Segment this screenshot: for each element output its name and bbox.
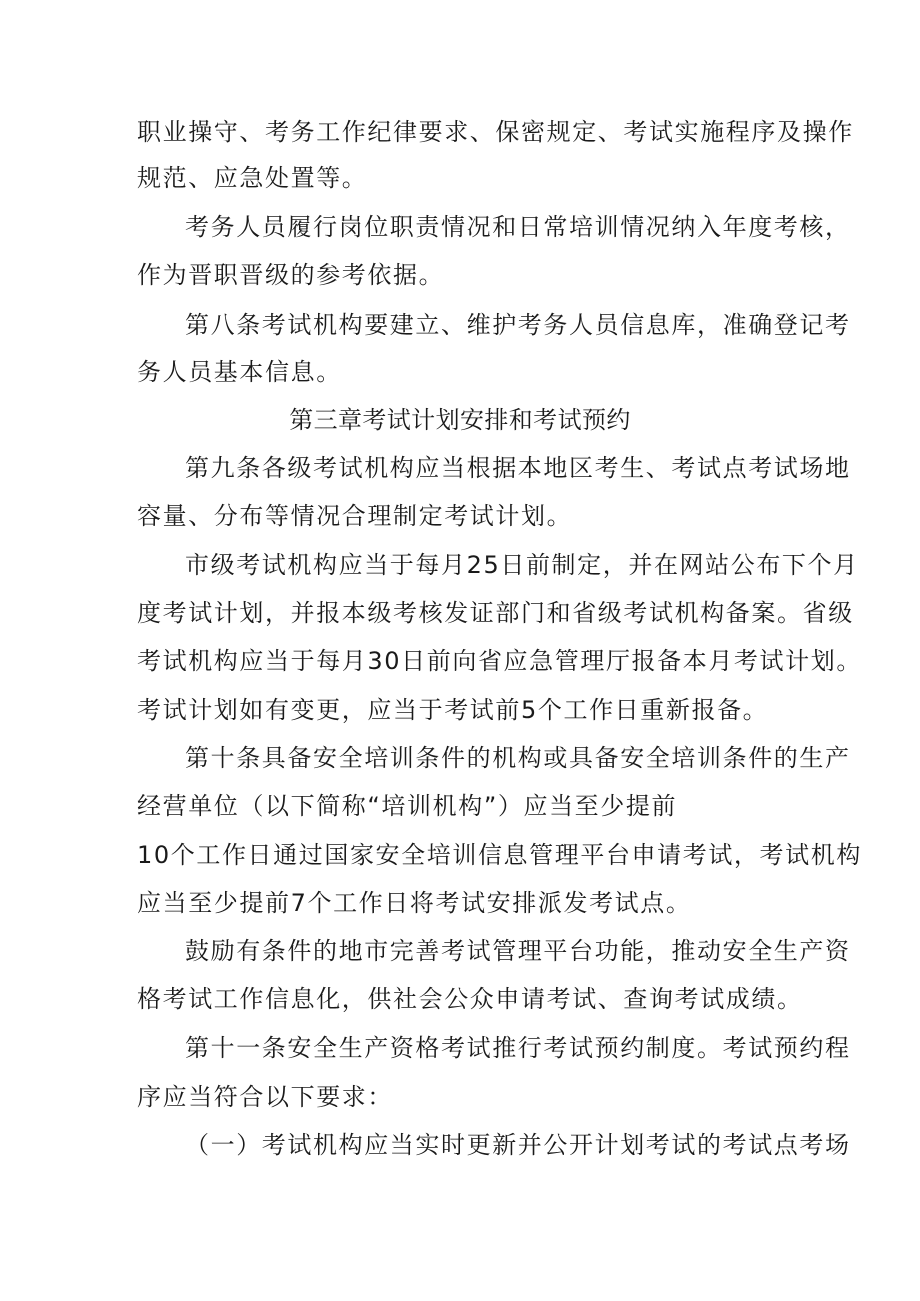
text-line: 第十条具备安全培训条件的机构或具备安全培训条件的生产 <box>185 744 851 772</box>
text-line: 10个工作日通过国家安全培训信息管理平台申请考试，考试机构 <box>137 841 862 869</box>
text-line: 市级考试机构应当于每月25日前制定，并在网站公布下个月 <box>185 551 859 579</box>
text-line: 第九条各级考试机构应当根据本地区考生、考试点考试场地 <box>185 454 851 482</box>
text-line: 序应当符合以下要求： <box>137 1083 393 1111</box>
text-line: 考试计划如有变更，应当于考试前5个工作日重新报备。 <box>137 696 769 724</box>
text-line: 职业操守、考务工作纪律要求、保密规定、考试实施程序及操作 <box>137 118 854 146</box>
chapter-heading: 第三章考试计划安排和考试预约 <box>289 406 631 434</box>
text-line: 规范、应急处置等。 <box>137 164 368 192</box>
text-line: 应当至少提前7个工作日将考试安排派发考试点。 <box>137 889 692 917</box>
text-line: 作为晋职晋级的参考依据。 <box>137 261 445 289</box>
text-line: 第八条考试机构要建立、维护考务人员信息库，准确登记考 <box>185 311 851 339</box>
text-line: 考试机构应当于每月30日前向省应急管理厅报备本月考试计划。 <box>137 647 862 675</box>
text-line: 容量、分布等情况合理制定考试计划。 <box>137 502 573 530</box>
text-line: 务人员基本信息。 <box>137 358 342 386</box>
text-line: 格考试工作信息化，供社会公众申请考试、查询考试成绩。 <box>137 985 803 1013</box>
text-line: 度考试计划，并报本级考核发证部门和省级考试机构备案。省级 <box>137 599 854 627</box>
text-line: （一）考试机构应当实时更新并公开计划考试的考试点考场 <box>185 1131 851 1159</box>
text-line: 考务人员履行岗位职责情况和日常培训情况纳入年度考核， <box>185 213 851 241</box>
text-line: 鼓励有条件的地市完善考试管理平台功能，推动安全生产资 <box>185 937 851 965</box>
text-line: 经营单位（以下简称“培训机构”）应当至少提前 <box>137 792 678 820</box>
text-line: 第十一条安全生产资格考试推行考试预约制度。考试预约程 <box>185 1034 851 1062</box>
